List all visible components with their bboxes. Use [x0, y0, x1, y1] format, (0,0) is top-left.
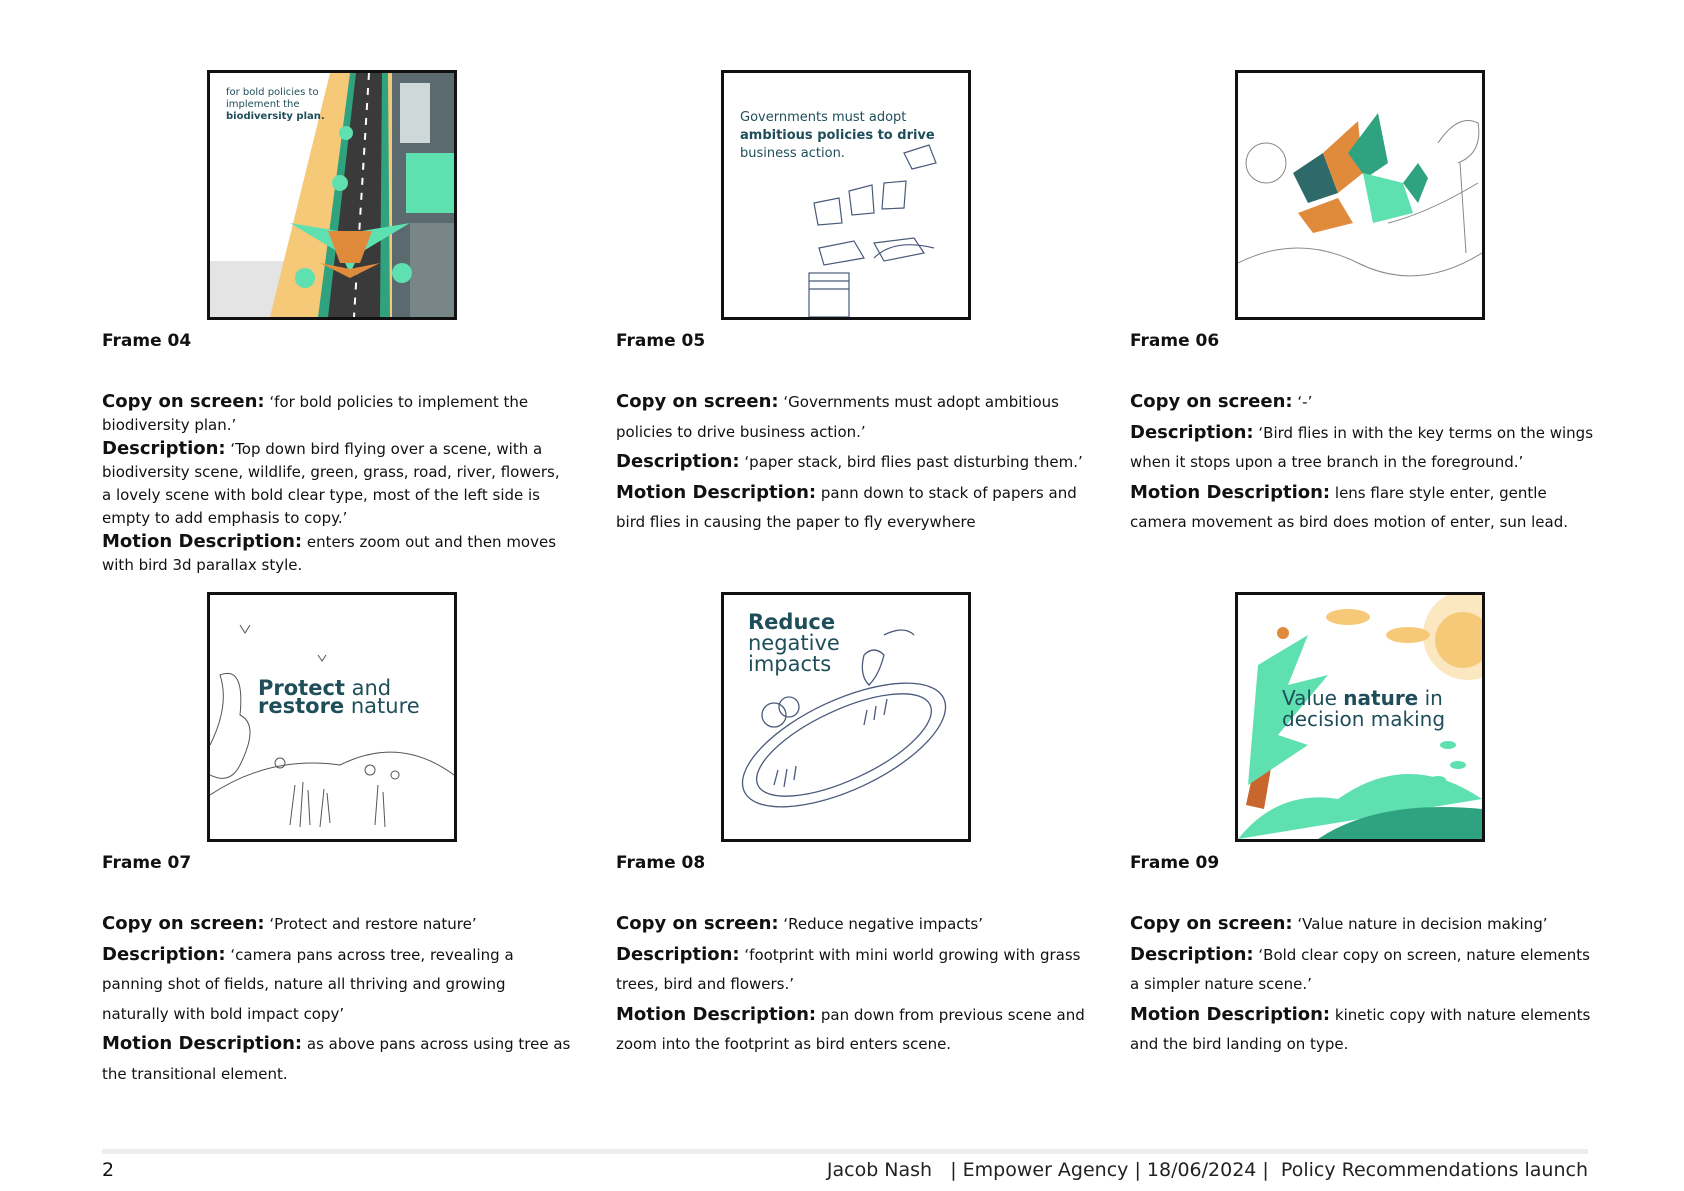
frame-09-label: Frame 09: [1130, 853, 1220, 873]
description-text: ‘Bird flies in with the key terms on the wings when it stops upon a tree branch in the foreground.’: [1130, 423, 1594, 471]
motion-text: pann down to stack of papers and bird flies in causing the paper to fly everywhere: [616, 483, 1077, 531]
frame-05-details: [616, 387, 1086, 538]
frame-08-copy: [616, 909, 1086, 940]
frame-08-overlay-line-3: impacts: [748, 652, 832, 676]
description-text: ‘paper stack, bird flies past disturbing them.’: [744, 453, 1083, 471]
frame-04-copy: [102, 390, 572, 437]
description-label: Description:: [1130, 943, 1254, 965]
motion-text: enters zoom out and then moves with bird 3d parallax style.: [102, 533, 557, 574]
frame-08-overlay-line-2: negative: [748, 631, 840, 655]
description-label: Description:: [616, 451, 740, 472]
footer-divider: [102, 1149, 1588, 1154]
frame-05-overlay-line-3: business action.: [740, 146, 845, 161]
frame-07-overlay-line-1: Protect and: [258, 676, 392, 700]
frame-07-motion: [102, 1029, 572, 1089]
motion-label: Motion Description:: [1130, 481, 1331, 503]
frame-05-description: [616, 447, 1086, 478]
frame-04-overlay-line-3: biodiversity plan.: [226, 111, 325, 122]
frame-04-overlay-line-1: for bold policies to: [226, 87, 319, 98]
description-label: Description:: [102, 943, 226, 965]
copy-text: ‘Protect and restore nature’: [269, 915, 477, 933]
frame-09-thumbnail: [1235, 592, 1485, 842]
frame-04-motion: [102, 530, 572, 577]
frame-05-illustration: [724, 73, 968, 317]
frame-07-description: [102, 940, 572, 1030]
frame-04-thumbnail: [207, 70, 457, 320]
footer-meta: Jacob Nash | Empower Agency | 18/06/2024 | Policy Recommendations launch: [826, 1159, 1588, 1181]
copy-text: ‘Governments must adopt ambitious policies to drive business action.’: [616, 393, 1059, 441]
description-label: Description:: [102, 438, 226, 459]
description-text: ‘Bold clear copy on screen, nature elements a simpler nature scene.’: [1130, 945, 1590, 993]
copy-label: Copy on screen:: [1130, 391, 1293, 412]
copy-label: Copy on screen:: [102, 391, 265, 412]
copy-label: Copy on screen:: [616, 913, 779, 934]
copy-label: Copy on screen:: [616, 391, 779, 412]
copy-label: Copy on screen:: [102, 913, 265, 934]
motion-text: as above pans across using tree as the transitional element.: [102, 1035, 571, 1083]
page-number: 2: [102, 1159, 115, 1181]
motion-label: Motion Description:: [616, 481, 817, 503]
motion-text: kinetic copy with nature elements and the bird landing on type.: [1130, 1005, 1591, 1053]
frame-07-label: Frame 07: [102, 853, 192, 873]
copy-text: ‘for bold policies to implement the biodiversity plan.’: [102, 393, 529, 434]
copy-label: Copy on screen:: [1130, 913, 1293, 934]
frame-06-details: [1130, 387, 1600, 538]
frame-07-copy: [102, 909, 572, 940]
frame-06-copy: [1130, 387, 1600, 418]
description-text: ‘Top down bird flying over a scene, with a biodiversity scene, wildlife, green, grass, road, river, flowers, a lovely scene with bold clear type, most of the left side is empty to add emphasis to copy.’: [102, 440, 560, 527]
frame-04-illustration: [210, 73, 454, 317]
frame-04-description: [102, 437, 572, 530]
frame-07-illustration: [210, 595, 454, 839]
motion-label: Motion Description:: [616, 1003, 817, 1025]
frame-05-thumbnail: [721, 70, 971, 320]
frame-06-description: [1130, 418, 1600, 478]
description-text: ‘camera pans across tree, revealing a panning shot of fields, nature all thriving and growing naturally with bold impact copy’: [102, 945, 514, 1023]
frame-07-details: [102, 909, 572, 1089]
frame-08-illustration: [724, 595, 968, 839]
motion-label: Motion Description:: [1130, 1003, 1331, 1025]
frame-08-thumbnail: [721, 592, 971, 842]
frame-06-label: Frame 06: [1130, 331, 1220, 351]
motion-label: Motion Description:: [102, 531, 303, 552]
frame-09-overlay-line-1: Value nature in: [1282, 686, 1443, 710]
frame-05-label: Frame 05: [616, 331, 706, 351]
description-label: Description:: [616, 943, 740, 965]
frame-07-thumbnail: [207, 592, 457, 842]
frame-09-details: [1130, 909, 1600, 1060]
frame-08-overlay-line-1: Reduce: [748, 610, 836, 634]
frame-04-overlay-line-2: implement the: [226, 99, 300, 110]
frame-04-details: [102, 390, 572, 577]
frame-08-description: [616, 940, 1086, 1000]
copy-text: ‘-’: [1297, 393, 1313, 411]
frame-09-copy: [1130, 909, 1600, 940]
frame-08-label: Frame 08: [616, 853, 706, 873]
frame-05-copy: [616, 387, 1086, 447]
motion-text: lens flare style enter, gentle camera movement as bird does motion of enter, sun lead.: [1130, 483, 1569, 531]
motion-text: pan down from previous scene and zoom into the footprint as bird enters scene.: [616, 1005, 1085, 1053]
frame-08-motion: [616, 1000, 1086, 1060]
frame-05-motion: [616, 478, 1086, 538]
copy-text: ‘Reduce negative impacts’: [783, 915, 983, 933]
frame-09-motion: [1130, 1000, 1600, 1060]
frame-04-label: Frame 04: [102, 331, 192, 351]
frame-06-motion: [1130, 478, 1600, 538]
motion-label: Motion Description:: [102, 1033, 303, 1054]
description-text: ‘footprint with mini world growing with grass trees, bird and flowers.’: [616, 945, 1081, 993]
frame-06-thumbnail: [1235, 70, 1485, 320]
frame-05-overlay-line-1: Governments must adopt: [740, 110, 907, 125]
frame-07-overlay-line-2: restore nature: [258, 694, 420, 718]
frame-09-description: [1130, 940, 1600, 1000]
frame-09-illustration: [1238, 595, 1482, 839]
frame-06-illustration: [1238, 73, 1482, 317]
frame-05-overlay-line-2: ambitious policies to drive: [740, 128, 935, 143]
frame-08-details: [616, 909, 1086, 1060]
description-label: Description:: [1130, 421, 1254, 443]
frame-09-overlay-line-2: decision making: [1282, 707, 1446, 731]
copy-text: ‘Value nature in decision making’: [1297, 915, 1548, 933]
